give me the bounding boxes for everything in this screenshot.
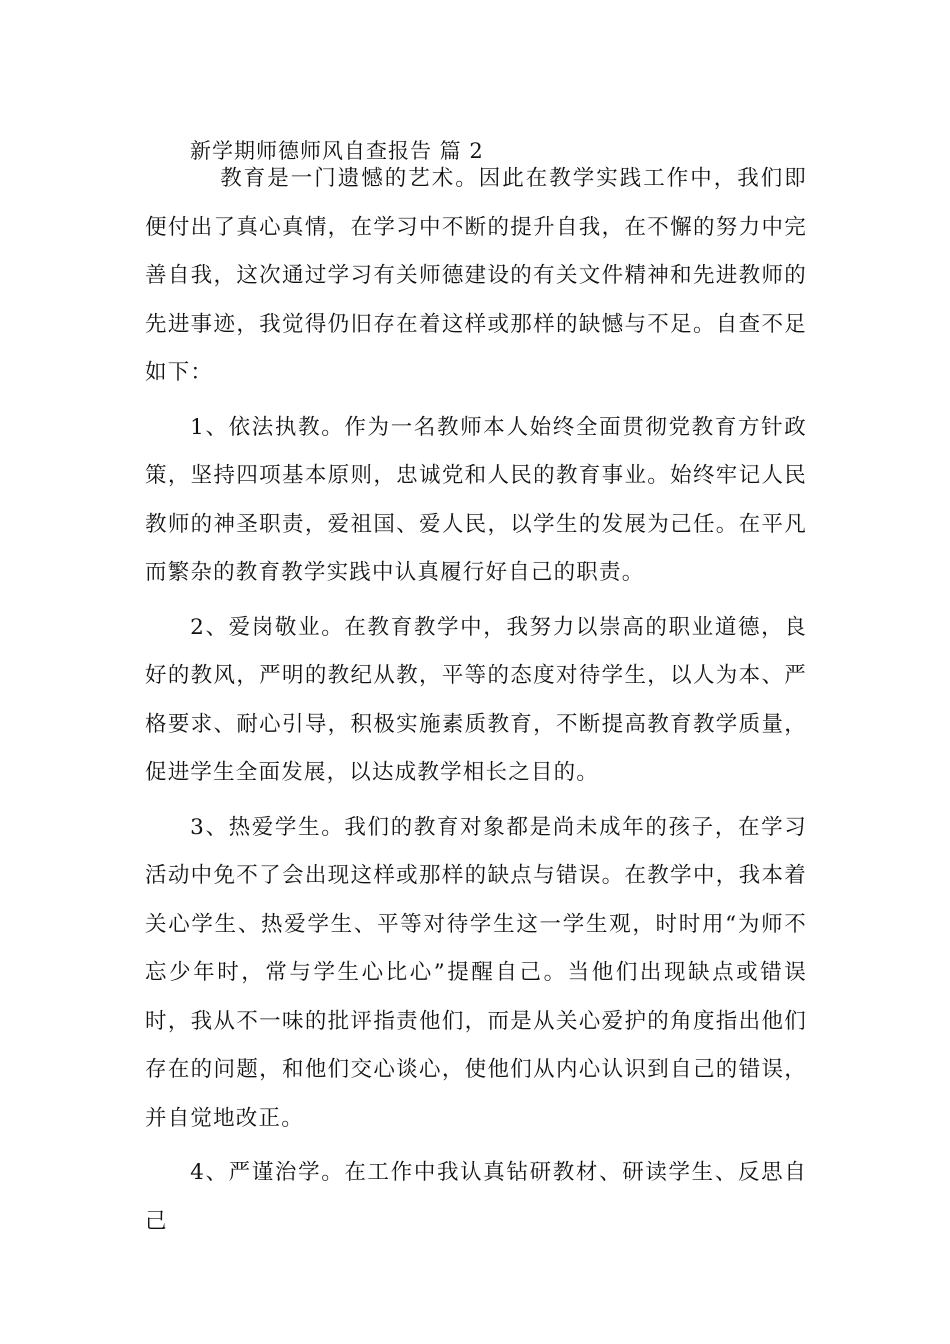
paragraph-item-2: 2、爱岗敬业。在教育教学中，我努力以崇高的职业道德，良好的教风，严明的教纪从教，平等的态度对待学生，以人为本、严格要求、耐心引导，积极实施素质教育，不断提高教育教学质量，促进学生全面发展，以达成教学相长之目的。 (145, 614, 807, 785)
paragraph-intro: 教育是一门遗憾的艺术。因此在教学实践工作中，我们即便付出了真心真情，在学习中不断的提升自我，在不懈的努力中完善自我，这次通过学习有关师德建设的有关文件精神和先进教师的先进事迹，我觉得仍旧存在着这样或那样的缺憾与不足。自查不足如下： (145, 166, 807, 385)
paragraph-item-1: 1、依法执教。作为一名教师本人始终全面贯彻党教育方针政策，坚持四项基本原则，忠诚党和人民的教育事业。始终牢记人民教师的神圣职责，爱祖国、爱人民，以学生的发展为己任。在平凡而繁杂的教育教学实践中认真履行好自己的职责。 (145, 414, 807, 585)
document-body (145, 155, 807, 1246)
paragraph-item-4: 4、严谨治学。在工作中我认真钻研教材、研读学生、反思自己 (145, 1160, 807, 1234)
document-title: 新学期师德师风自查报告 篇 2 (190, 139, 484, 163)
paragraph-item-3: 3、热爱学生。我们的教育对象都是尚未成年的孩子，在学习活动中免不了会出现这样或那样的缺点与错误。在教学中，我本着关心学生、热爱学生、平等对待学生这一学生观，时时用“为师不忘少年时，常与学生心比心”提醒自己。当他们出现缺点或错误时，我从不一味的批评指责他们，而是从关心爱护的角度指出他们存在的问题，和他们交心谈心，使他们从内心认识到自己的错误，并自觉地改正。 (145, 814, 807, 1131)
